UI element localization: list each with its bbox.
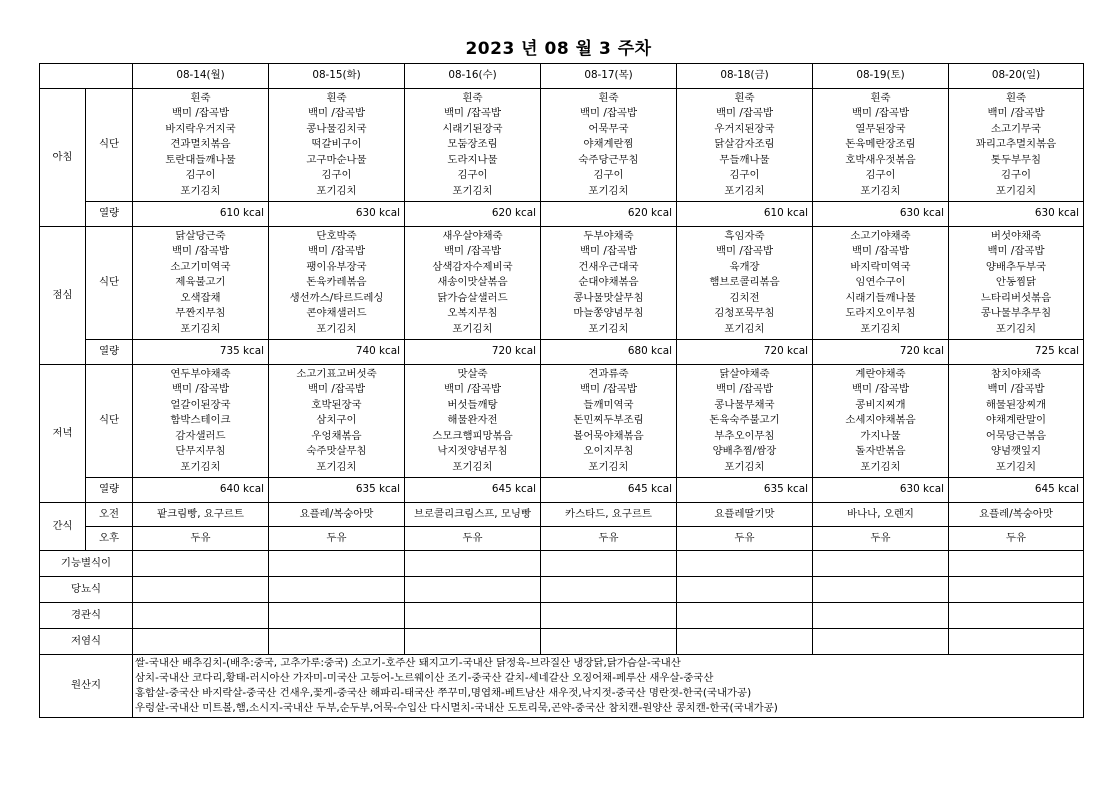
diet-label-functional: 기능별식이 (40, 551, 133, 577)
snack-am-cell: 바나나, 오렌지 (813, 503, 949, 527)
menu-item: 오복지무침 (447, 307, 498, 320)
menu-item: 들깨미역국 (583, 398, 634, 411)
calories-label: 열량 (86, 340, 133, 365)
menu-cell (405, 227, 541, 340)
menu-item: 열무된장국 (855, 122, 906, 135)
day-header: 08-15(화) (269, 64, 405, 89)
menu-cell (133, 365, 269, 478)
menu-item: 백미 /잡곡밥 (172, 383, 229, 396)
menu-item: 닭살당근죽 (175, 230, 226, 243)
menu-item: 단무지무침 (175, 445, 226, 458)
menu-label: 식단 (86, 89, 133, 202)
menu-cell (813, 227, 949, 340)
header-blank (40, 64, 133, 89)
origin-line: 쌀-국내산 배추김치-(배추:중국, 고추가루:중국) 소고기-호주산 돼지고기-국내산 닭정육-브라질산 냉장닭,닭가슴살-국내산 (135, 657, 681, 669)
menu-item: 포기김치 (724, 184, 765, 197)
diet-cell (405, 629, 541, 655)
menu-item: 흰죽 (734, 92, 755, 105)
menu-item: 콩나물김치국 (306, 122, 367, 135)
origin-line: 우렁살-국내산 미트볼,햄,소시지-국내산 두부,순두부,어묵-수입산 다시멸치-국내산 도토리묵,곤약-중국산 참치캔-원양산 콩치캔-한국(국내가공) (135, 702, 778, 714)
calories-cell: 620 kcal (405, 202, 541, 227)
menu-item: 포기김치 (588, 184, 629, 197)
menu-item: 백미 /잡곡밥 (444, 383, 501, 396)
diet-cell (133, 603, 269, 629)
menu-item: 육개장 (729, 260, 760, 273)
menu-item: 흰죽 (326, 92, 347, 105)
menu-item: 계란야채죽 (855, 368, 906, 381)
calories-cell: 630 kcal (813, 478, 949, 503)
calories-cell: 630 kcal (269, 202, 405, 227)
snack-pm-cell: 두유 (949, 527, 1084, 551)
diet-cell (541, 577, 677, 603)
diet-cell (269, 577, 405, 603)
snack-label: 간식 (40, 503, 86, 551)
menu-item: 팽이유부장국 (306, 260, 367, 273)
menu-item: 포기김치 (452, 460, 493, 473)
day-header: 08-19(토) (813, 64, 949, 89)
diet-cell (677, 603, 813, 629)
menu-item: 해물완자전 (447, 414, 498, 427)
menu-cell (541, 89, 677, 202)
calories-cell: 735 kcal (133, 340, 269, 365)
diet-cell (813, 577, 949, 603)
menu-item: 콩나물맛살무침 (573, 291, 644, 304)
menu-item: 떡갈비구이 (311, 138, 362, 151)
menu-item: 백미 /잡곡밥 (852, 107, 909, 120)
menu-cell (813, 365, 949, 478)
menu-cell (949, 365, 1084, 478)
menu-item: 김구이 (1000, 169, 1032, 182)
snack-pm-cell: 두유 (541, 527, 677, 551)
calories-cell: 725 kcal (949, 340, 1084, 365)
menu-cell (541, 365, 677, 478)
weekly-menu-table (39, 63, 1084, 718)
menu-item: 백미 /잡곡밥 (716, 383, 773, 396)
menu-item: 연두부야채죽 (170, 368, 231, 381)
calories-cell: 720 kcal (813, 340, 949, 365)
menu-item: 양배추찜/쌈장 (712, 445, 777, 458)
meal-label-dinner: 저녁 (40, 365, 86, 503)
snack-am-cell: 요플레/복숭아맛 (949, 503, 1084, 527)
menu-item: 바지락우거지국 (165, 122, 236, 135)
menu-item: 포기김치 (995, 322, 1037, 335)
diet-cell (813, 603, 949, 629)
day-header: 08-16(수) (405, 64, 541, 89)
menu-item: 어묵당근볶음 (985, 429, 1047, 442)
diet-label-diabetic: 당뇨식 (40, 577, 133, 603)
menu-item: 닭살감자조림 (714, 138, 775, 151)
calories-cell: 720 kcal (677, 340, 813, 365)
menu-cell (133, 227, 269, 340)
menu-item: 삼치구이 (316, 414, 357, 427)
calories-cell: 610 kcal (677, 202, 813, 227)
menu-cell (541, 227, 677, 340)
menu-item: 함박스테이크 (170, 414, 231, 427)
calories-cell: 645 kcal (541, 478, 677, 503)
menu-item: 새송이맛살볶음 (437, 276, 508, 289)
menu-item: 백미 /잡곡밥 (308, 383, 365, 396)
diet-label-low-salt: 저염식 (40, 629, 133, 655)
menu-item: 백미 /잡곡밥 (444, 245, 501, 258)
diet-cell (405, 577, 541, 603)
diet-label-soft: 경관식 (40, 603, 133, 629)
menu-item: 백미 /잡곡밥 (172, 245, 229, 258)
menu-item: 포기김치 (452, 322, 493, 335)
menu-item: 돈육숙주불고기 (709, 414, 780, 427)
menu-item: 양배추두부국 (985, 260, 1047, 273)
menu-item: 포기김치 (588, 322, 629, 335)
menu-item: 삼색감자수제비국 (432, 260, 513, 273)
menu-item: 부추오이무침 (714, 429, 775, 442)
calories-cell: 635 kcal (269, 478, 405, 503)
calories-cell: 610 kcal (133, 202, 269, 227)
menu-item: 포기김치 (995, 184, 1037, 197)
menu-item: 콩비지찌개 (855, 398, 906, 411)
origin-cell (133, 655, 1084, 718)
menu-item: 돈육메란장조림 (845, 138, 916, 151)
menu-item: 감자샐러드 (175, 429, 226, 442)
meal-label-breakfast: 아침 (40, 89, 86, 227)
menu-label: 식단 (86, 227, 133, 340)
menu-item: 김구이 (321, 169, 352, 182)
menu-cell (405, 365, 541, 478)
meal-label-lunch: 점심 (40, 227, 86, 365)
menu-item: 백미 /잡곡밥 (580, 245, 637, 258)
menu-item: 김구이 (865, 169, 896, 182)
diet-cell (405, 603, 541, 629)
menu-item: 생선까스/타르드레싱 (289, 291, 384, 304)
menu-item: 맛살죽 (457, 368, 488, 381)
origin-line: 삼치-국내산 코다리,황태-러시아산 가자미-미국산 고등어-노르웨이산 조기-중국산 갈치-세네갈산 오징어채-페루산 새우살-중국산 (135, 672, 714, 684)
menu-item: 새우살야채죽 (442, 230, 503, 243)
menu-item: 버섯야채죽 (990, 230, 1042, 243)
menu-item: 포기김치 (316, 322, 357, 335)
menu-item: 단호박죽 (316, 230, 357, 243)
day-header: 08-18(금) (677, 64, 813, 89)
menu-cell (405, 89, 541, 202)
menu-item: 포기김치 (180, 322, 221, 335)
menu-item: 백미 /잡곡밥 (852, 383, 909, 396)
menu-item: 우거지된장국 (714, 122, 775, 135)
snack-am-cell: 카스타드, 요구르트 (541, 503, 677, 527)
menu-item: 시래기된장국 (442, 122, 503, 135)
menu-item: 참치야채죽 (990, 368, 1042, 381)
diet-cell (541, 629, 677, 655)
menu-item: 돌자반볶음 (855, 445, 906, 458)
menu-item: 마늘쫑양념무침 (573, 307, 644, 320)
menu-cell (133, 89, 269, 202)
menu-cell (949, 89, 1084, 202)
menu-item: 오색잡채 (180, 291, 221, 304)
menu-item: 고구마순나물 (306, 153, 367, 166)
menu-cell (677, 89, 813, 202)
calories-cell: 635 kcal (677, 478, 813, 503)
menu-item: 무들깨나물 (719, 153, 770, 166)
menu-item: 돈육카레볶음 (306, 276, 367, 289)
menu-item: 톳두부무침 (990, 153, 1042, 166)
menu-item: 콘야채샐러드 (306, 307, 367, 320)
menu-item: 흰죽 (598, 92, 619, 105)
menu-item: 토란대들깨나물 (165, 153, 236, 166)
snack-am-cell: 팥크림빵, 요구르트 (133, 503, 269, 527)
menu-item: 임연수구이 (855, 276, 906, 289)
menu-cell (269, 365, 405, 478)
menu-item: 두부야채죽 (583, 230, 634, 243)
diet-cell (541, 551, 677, 577)
diet-cell (677, 577, 813, 603)
menu-item: 백미 /잡곡밥 (852, 245, 909, 258)
menu-cell (269, 89, 405, 202)
day-header: 08-14(월) (133, 64, 269, 89)
day-header: 08-17(목) (541, 64, 677, 89)
menu-item: 가지나물 (860, 429, 901, 442)
menu-item: 야채계란찜 (583, 138, 634, 151)
diet-cell (677, 629, 813, 655)
menu-item: 포기김치 (180, 184, 221, 197)
menu-cell (813, 89, 949, 202)
menu-item: 김구이 (729, 169, 760, 182)
menu-item: 백미 /잡곡밥 (987, 245, 1045, 258)
menu-item: 소세지야채볶음 (845, 414, 916, 427)
menu-cell (677, 365, 813, 478)
calories-cell: 630 kcal (949, 202, 1084, 227)
calories-label: 열량 (86, 202, 133, 227)
menu-item: 포기김치 (724, 460, 765, 473)
calories-label: 열량 (86, 478, 133, 503)
origin-label: 원산지 (40, 655, 133, 718)
menu-item: 닭살야채죽 (719, 368, 770, 381)
snack-am-cell: 브로콜리크림스프, 모닝빵 (405, 503, 541, 527)
diet-cell (269, 551, 405, 577)
menu-item: 도라지오이무침 (845, 307, 916, 320)
menu-item: 스모크햄피망볶음 (432, 429, 513, 442)
menu-item: 포기김치 (316, 460, 357, 473)
calories-cell: 740 kcal (269, 340, 405, 365)
menu-item: 김청포묵무침 (714, 307, 775, 320)
menu-item: 백미 /잡곡밥 (987, 107, 1045, 120)
menu-item: 꽈리고추멸치볶음 (975, 138, 1057, 151)
snack-am-cell: 요플레딸기맛 (677, 503, 813, 527)
menu-item: 모둠장조림 (447, 138, 498, 151)
diet-cell (813, 551, 949, 577)
menu-item: 호박새우젓볶음 (845, 153, 916, 166)
menu-item: 도라지나물 (447, 153, 498, 166)
menu-item: 소고기미역국 (170, 260, 231, 273)
menu-item: 포기김치 (316, 184, 357, 197)
calories-cell: 680 kcal (541, 340, 677, 365)
snack-pm-cell: 두유 (813, 527, 949, 551)
menu-item: 백미 /잡곡밥 (444, 107, 501, 120)
menu-item: 시래기들깨나물 (845, 291, 916, 304)
menu-label: 식단 (86, 365, 133, 478)
menu-item: 어묵무국 (588, 122, 629, 135)
menu-item: 포기김치 (860, 184, 901, 197)
menu-item: 건새우근대국 (578, 260, 639, 273)
menu-item: 양념깻잎지 (990, 445, 1042, 458)
calories-cell: 720 kcal (405, 340, 541, 365)
menu-item: 견과멸치볶음 (170, 138, 231, 151)
menu-item: 얼갈이된장국 (170, 398, 231, 411)
calories-cell: 620 kcal (541, 202, 677, 227)
menu-item: 닭가슴살샐러드 (437, 291, 508, 304)
diet-cell (949, 551, 1084, 577)
day-header: 08-20(일) (949, 64, 1084, 89)
snack-pm-label: 오후 (86, 527, 133, 551)
page-title: 2023 년 08 월 3 주차 (465, 39, 652, 59)
menu-item: 흰죽 (190, 92, 211, 105)
menu-item: 제육불고기 (175, 276, 226, 289)
menu-item: 볼어묵야채볶음 (573, 429, 644, 442)
menu-item: 포기김치 (180, 460, 221, 473)
diet-cell (269, 629, 405, 655)
menu-item: 낙지젓양념무침 (437, 445, 508, 458)
snack-pm-cell: 두유 (405, 527, 541, 551)
menu-item: 백미 /잡곡밥 (716, 107, 773, 120)
origin-line: 홍합살-중국산 바지락살-중국산 건새우,꽃게-중국산 해파리-태국산 쭈꾸미,명엽채-베트남산 새우젓,낙지젓-중국산 명란젓-한국(국내가공) (135, 687, 752, 699)
diet-cell (949, 577, 1084, 603)
menu-item: 순대야채볶음 (578, 276, 639, 289)
menu-item: 흰죽 (462, 92, 483, 105)
menu-item: 견과류죽 (588, 368, 629, 381)
snack-am-cell: 요플레/복숭아맛 (269, 503, 405, 527)
menu-item: 콩나물무채국 (714, 398, 775, 411)
menu-item: 우엉채볶음 (311, 429, 362, 442)
menu-item: 바지락미역국 (850, 260, 911, 273)
menu-item: 김구이 (185, 169, 216, 182)
menu-item: 햄브로콜리볶음 (709, 276, 780, 289)
menu-item: 김치전 (729, 291, 760, 304)
menu-cell (269, 227, 405, 340)
menu-item: 소고기표고버섯죽 (296, 368, 377, 381)
menu-item: 숙주당근무침 (578, 153, 639, 166)
menu-item: 돈민찌두부조림 (573, 414, 644, 427)
snack-pm-cell: 두유 (133, 527, 269, 551)
menu-item: 포기김치 (724, 322, 765, 335)
menu-item: 소고기무국 (990, 122, 1042, 135)
menu-item: 포기김치 (995, 460, 1037, 473)
menu-item: 오이지무침 (583, 445, 634, 458)
menu-item: 백미 /잡곡밥 (580, 383, 637, 396)
snack-pm-cell: 두유 (269, 527, 405, 551)
menu-item: 콩나물부추무침 (980, 307, 1052, 320)
menu-item: 포기김치 (860, 322, 901, 335)
menu-item: 느타리버섯볶음 (980, 291, 1052, 304)
calories-cell: 645 kcal (405, 478, 541, 503)
menu-item: 소고기야채죽 (850, 230, 911, 243)
calories-cell: 645 kcal (949, 478, 1084, 503)
menu-item: 흰죽 (870, 92, 891, 105)
menu-item: 백미 /잡곡밥 (172, 107, 229, 120)
diet-cell (133, 629, 269, 655)
menu-item: 김구이 (457, 169, 488, 182)
menu-item: 백미 /잡곡밥 (716, 245, 773, 258)
calories-cell: 640 kcal (133, 478, 269, 503)
menu-item: 호박된장국 (311, 398, 362, 411)
diet-cell (405, 551, 541, 577)
menu-item: 김구이 (593, 169, 624, 182)
menu-cell (677, 227, 813, 340)
menu-item: 포기김치 (588, 460, 629, 473)
diet-cell (813, 629, 949, 655)
menu-item: 포기김치 (860, 460, 901, 473)
diet-cell (949, 603, 1084, 629)
menu-item: 해물된장찌개 (985, 398, 1047, 411)
menu-item: 포기김치 (452, 184, 493, 197)
menu-item: 안동찜닭 (995, 276, 1037, 289)
diet-cell (133, 577, 269, 603)
diet-cell (269, 603, 405, 629)
menu-cell (949, 227, 1084, 340)
menu-item: 흑임자죽 (724, 230, 765, 243)
snack-am-label: 오전 (86, 503, 133, 527)
menu-item: 숙주맛살무침 (306, 445, 367, 458)
menu-item: 흰죽 (1005, 92, 1027, 105)
menu-item: 무짠지무침 (175, 307, 226, 320)
snack-pm-cell: 두유 (677, 527, 813, 551)
diet-cell (949, 629, 1084, 655)
calories-cell: 630 kcal (813, 202, 949, 227)
menu-item: 백미 /잡곡밥 (308, 245, 365, 258)
menu-item: 백미 /잡곡밥 (987, 383, 1045, 396)
diet-cell (677, 551, 813, 577)
menu-item: 야채계란말이 (985, 414, 1047, 427)
menu-item: 백미 /잡곡밥 (580, 107, 637, 120)
diet-cell (541, 603, 677, 629)
menu-item: 버섯들깨탕 (447, 398, 498, 411)
diet-cell (133, 551, 269, 577)
menu-item: 백미 /잡곡밥 (308, 107, 365, 120)
